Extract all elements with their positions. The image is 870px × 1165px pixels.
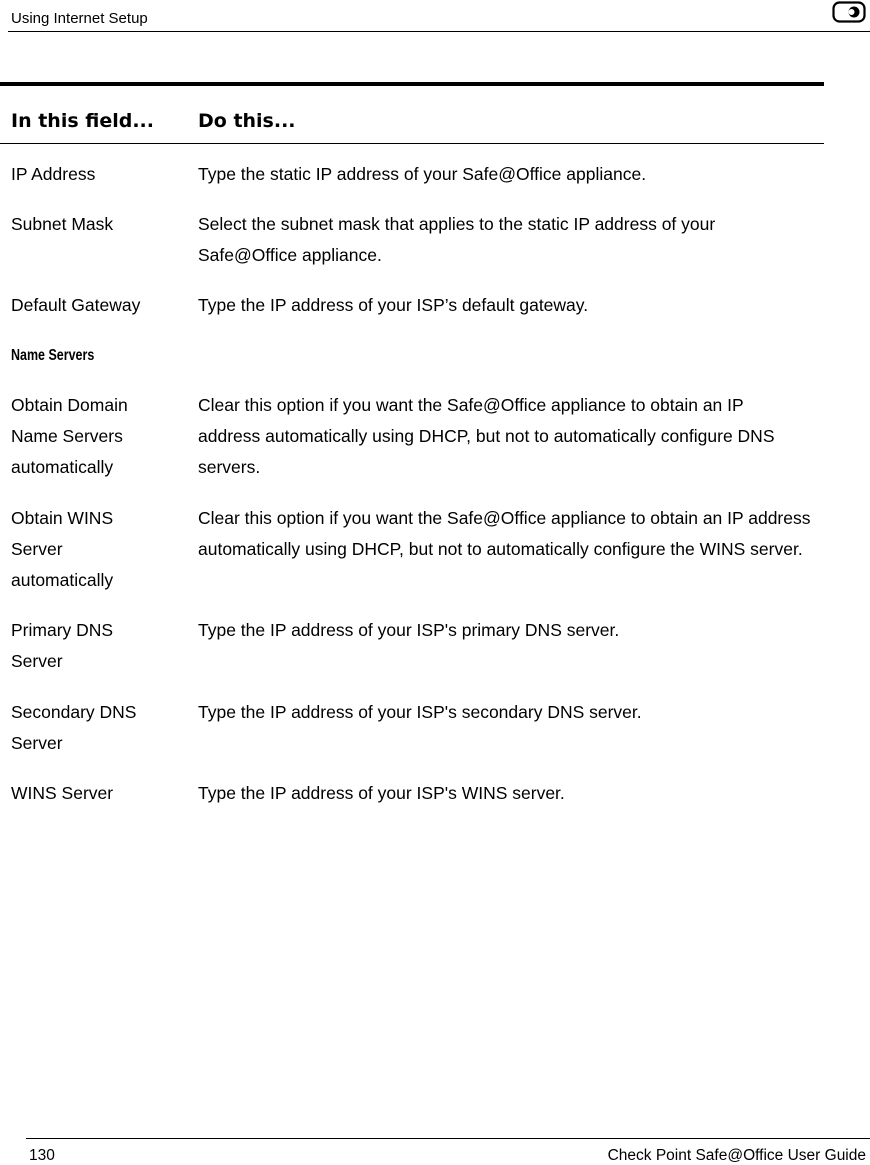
field-table	[0, 82, 824, 803]
field-action: Clear this option if you want the Safe@Office appliance to obtain an IP address automatically using DHCP, but not to automatically configure DNS servers.	[198, 395, 775, 477]
field-action: Type the IP address of your ISP's primary DNS server.	[198, 620, 620, 640]
footer-title: Check Point Safe@Office User Guide	[607, 1147, 866, 1164]
field-action: Select the subnet mask that applies to the static IP address of your Safe@Office appliance.	[198, 214, 716, 265]
column-header-action: Do this...	[198, 110, 296, 132]
field-name: WINS Server	[11, 783, 114, 803]
field-name: Subnet Mask	[11, 214, 114, 234]
field-name: Obtain Domain Name Servers automatically	[11, 395, 128, 477]
field-action: Type the IP address of your ISP's WINS server.	[198, 783, 565, 803]
field-name: IP Address	[11, 164, 96, 184]
header-title: Using Internet Setup	[11, 10, 148, 27]
field-name: Default Gateway	[11, 295, 141, 315]
field-action: Type the static IP address of your Safe@Office appliance.	[198, 164, 647, 184]
page-number: 130	[29, 1147, 55, 1164]
check-point-logo-icon	[832, 1, 866, 23]
field-name: Secondary DNS Server	[11, 702, 137, 753]
field-name: Primary DNS Server	[11, 620, 114, 671]
column-header-field: In this field...	[11, 110, 154, 132]
field-name: Obtain WINS Server automatically	[11, 508, 114, 590]
table-header	[0, 86, 824, 144]
field-action: Clear this option if you want the Safe@Office appliance to obtain an IP address automatically using DHCP, but not to automatically configure the WINS server.	[198, 508, 811, 559]
field-action: Type the IP address of your ISP’s default gateway.	[198, 295, 589, 315]
page-header	[8, 0, 870, 32]
field-action: Type the IP address of your ISP's secondary DNS server.	[198, 702, 642, 722]
section-title: Name Servers	[11, 347, 95, 364]
page-footer	[26, 1138, 870, 1164]
